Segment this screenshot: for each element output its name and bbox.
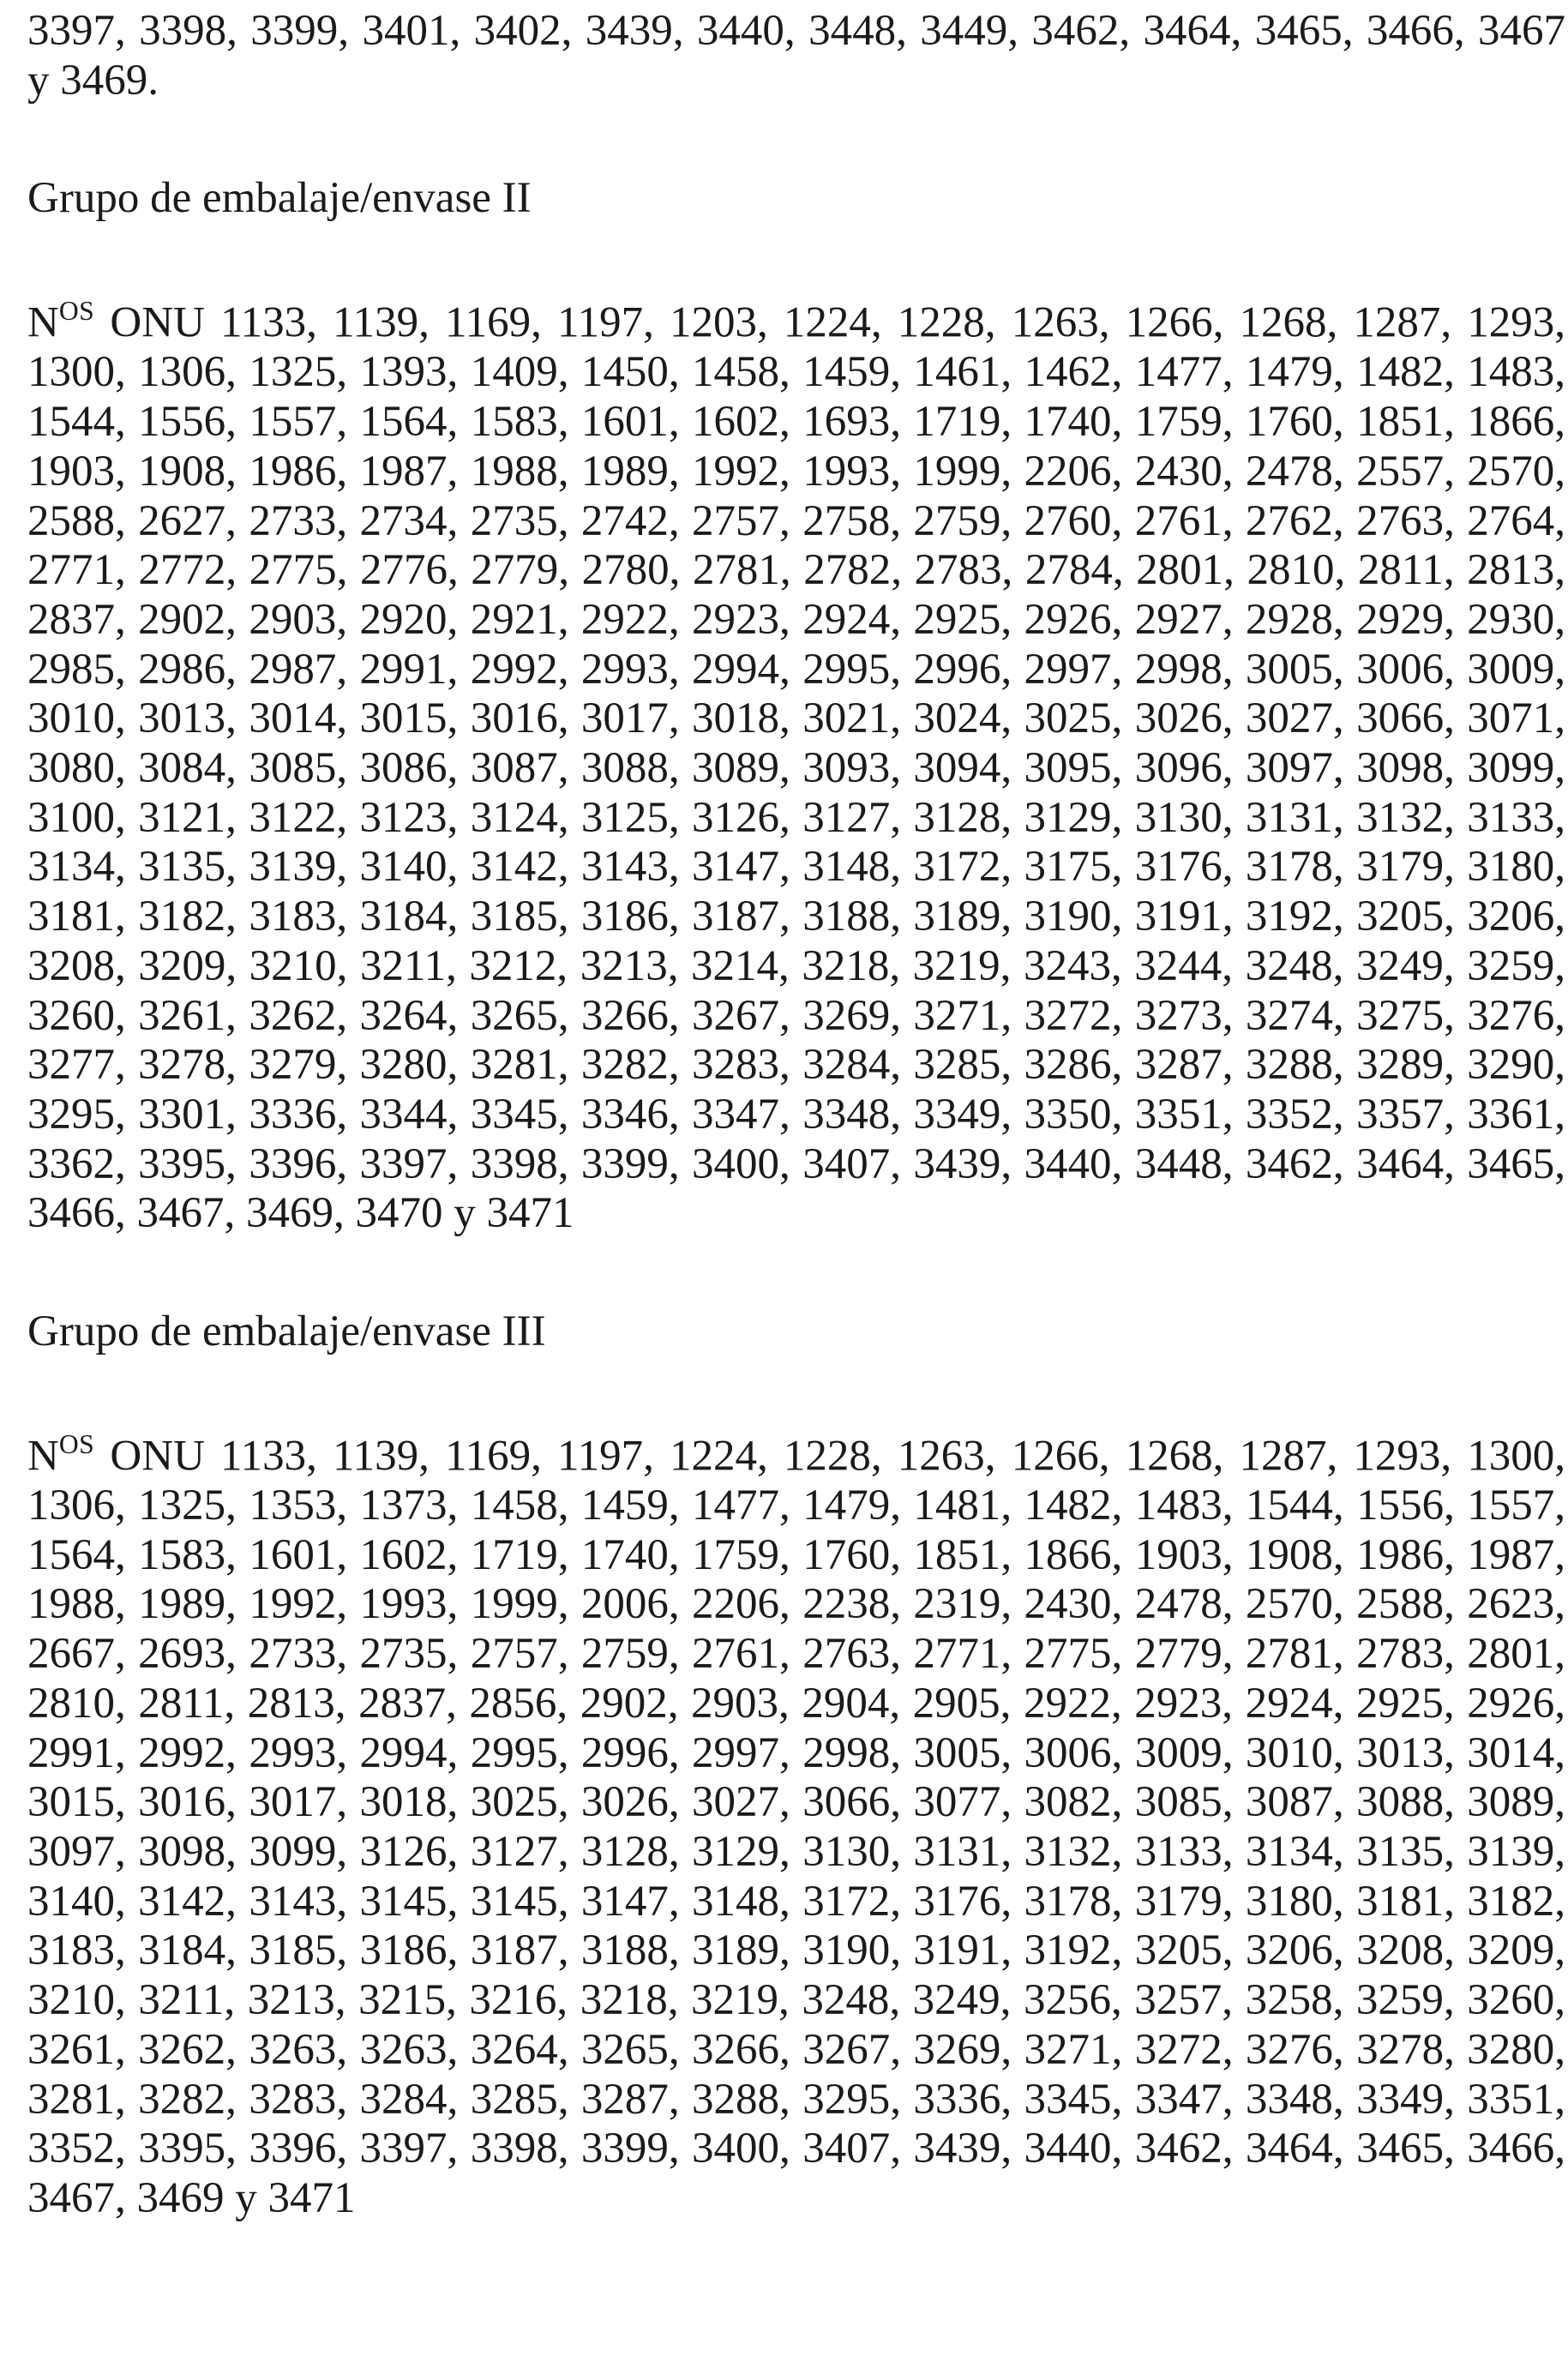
nos-superscript: OS	[58, 296, 95, 327]
intro-paragraph: 3397, 3398, 3399, 3401, 3402, 3439, 3440, 3448, 3449, 3462, 3464, 3465, 3466, 3467 y 3469.	[27, 7, 1565, 105]
group-ii-heading: Grupo de embalaje/envase II	[27, 174, 532, 223]
group-ii-un-numbers	[27, 286, 1565, 1239]
nos-prefix: N	[27, 1432, 59, 1481]
un-number-list: 1133, 1139, 1169, 1197, 1224, 1228, 1263, 1266, 1268, 1287, 1293, 1300, 1306, 1325, 1353, 1373, 1458, 1459, 1477, 1479, 1481, 1482, 1483, 1544, 1556, 1557, 1564, 1583, 1601, 1602, 1719, 1740, 1759, 1760, 1851, 1866, 1903, 1908, 1986, 1987, 1988, 1989, 1992, 1993, 1999, 2006, 2206, 2238, 2319, 2430, 2478, 2570, 2588, 2623, 2667, 2693, 2733, 2735, 2757, 2759, 2761, 2763, 2771, 2775, 2779, 2781, 2783, 2801, 2810, 2811, 2813, 2837, 2856, 2902, 2903, 2904, 2905, 2922, 2923, 2924, 2925, 2926, 2991, 2992, 2993, 2994, 2995, 2996, 2997, 2998, 3005, 3006, 3009, 3010, 3013, 3014, 3015, 3016, 3017, 3018, 3025, 3026, 3027, 3066, 3077, 3082, 3085, 3087, 3088, 3089, 3097, 3098, 3099, 3126, 3127, 3128, 3129, 3130, 3131, 3132, 3133, 3134, 3135, 3139, 3140, 3142, 3143, 3145, 3145, 3147, 3148, 3172, 3176, 3178, 3179, 3180, 3181, 3182, 3183, 3184, 3185, 3186, 3187, 3188, 3189, 3190, 3191, 3192, 3205, 3206, 3208, 3209, 3210, 3211, 3213, 3215, 3216, 3218, 3219, 3248, 3249, 3256, 3257, 3258, 3259, 3260, 3261, 3262, 3263, 3263, 3264, 3265, 3266, 3267, 3269, 3271, 3272, 3276, 3278, 3280, 3281, 3282, 3283, 3284, 3285, 3287, 3288, 3295, 3336, 3345, 3347, 3348, 3349, 3351, 3352, 3395, 3396, 3397, 3398, 3399, 3400, 3407, 3439, 3440, 3462, 3464, 3465, 3466, 3467, 3469 y 3471	[27, 1432, 1565, 2222]
spacer	[27, 105, 1565, 174]
text-column	[27, 7, 1565, 2224]
group-iii-heading: Grupo de embalaje/envase III	[27, 1307, 546, 1356]
un-number-list: 1133, 1139, 1169, 1197, 1203, 1224, 1228, 1263, 1266, 1268, 1287, 1293, 1300, 1306, 1325, 1393, 1409, 1450, 1458, 1459, 1461, 1462, 1477, 1479, 1482, 1483, 1544, 1556, 1557, 1564, 1583, 1601, 1602, 1693, 1719, 1740, 1759, 1760, 1851, 1866, 1903, 1908, 1986, 1987, 1988, 1989, 1992, 1993, 1999, 2206, 2430, 2478, 2557, 2570, 2588, 2627, 2733, 2734, 2735, 2742, 2757, 2758, 2759, 2760, 2761, 2762, 2763, 2764, 2771, 2772, 2775, 2776, 2779, 2780, 2781, 2782, 2783, 2784, 2801, 2810, 2811, 2813, 2837, 2902, 2903, 2920, 2921, 2922, 2923, 2924, 2925, 2926, 2927, 2928, 2929, 2930, 2985, 2986, 2987, 2991, 2992, 2993, 2994, 2995, 2996, 2997, 2998, 3005, 3006, 3009, 3010, 3013, 3014, 3015, 3016, 3017, 3018, 3021, 3024, 3025, 3026, 3027, 3066, 3071, 3080, 3084, 3085, 3086, 3087, 3088, 3089, 3093, 3094, 3095, 3096, 3097, 3098, 3099, 3100, 3121, 3122, 3123, 3124, 3125, 3126, 3127, 3128, 3129, 3130, 3131, 3132, 3133, 3134, 3135, 3139, 3140, 3142, 3143, 3147, 3148, 3172, 3175, 3176, 3178, 3179, 3180, 3181, 3182, 3183, 3184, 3185, 3186, 3187, 3188, 3189, 3190, 3191, 3192, 3205, 3206, 3208, 3209, 3210, 3211, 3212, 3213, 3214, 3218, 3219, 3243, 3244, 3248, 3249, 3259, 3260, 3261, 3262, 3264, 3265, 3266, 3267, 3269, 3271, 3272, 3273, 3274, 3275, 3276, 3277, 3278, 3279, 3280, 3281, 3282, 3283, 3284, 3285, 3286, 3287, 3288, 3289, 3290, 3295, 3301, 3336, 3344, 3345, 3346, 3347, 3348, 3349, 3350, 3351, 3352, 3357, 3361, 3362, 3395, 3396, 3397, 3398, 3399, 3400, 3407, 3439, 3440, 3448, 3462, 3464, 3465, 3466, 3467, 3469, 3470 y 3471	[27, 298, 1565, 1238]
nos-prefix: N	[27, 298, 59, 347]
onu-label: ONU	[110, 1432, 205, 1481]
nos-superscript: OS	[58, 1428, 95, 1459]
onu-label: ONU	[110, 298, 205, 347]
spacer	[27, 224, 1565, 286]
group-iii-un-numbers	[27, 1420, 1565, 2224]
spacer	[27, 1357, 1565, 1420]
spacer	[27, 1239, 1565, 1307]
